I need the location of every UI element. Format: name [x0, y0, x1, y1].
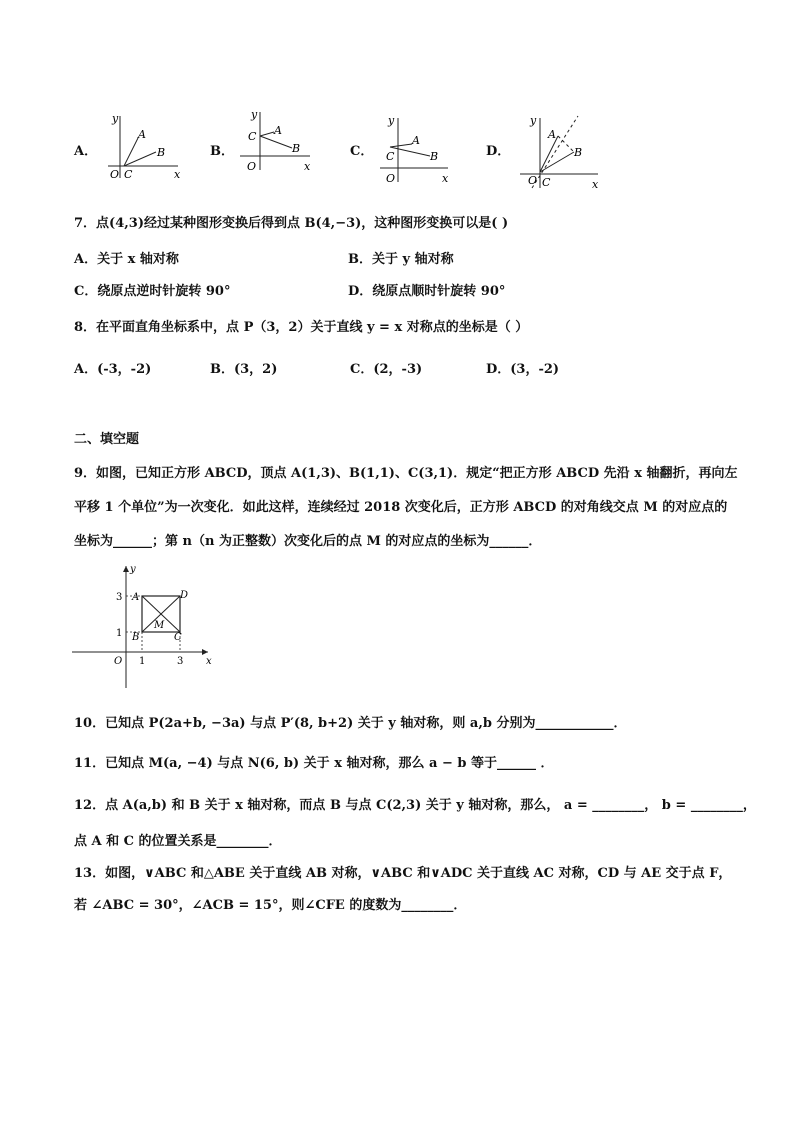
option-b-figure — [236, 106, 326, 180]
center-m-label: M — [154, 620, 165, 631]
question-9-line-2: 平移 1 个单位”为一次变化．如此这样，连续经过 2018 次变化后，正方形 ABCD 的对角线交点 M 的对应点的 — [74, 500, 728, 515]
x-tick-3: 3 — [177, 656, 184, 667]
point-a-label: A — [412, 134, 420, 147]
q8-option-a: A．(-3，-2) — [74, 362, 152, 377]
point-c-label: C — [124, 168, 133, 181]
question-9-line-3: 坐标为______；第 n（n 为正整数）次变化后的点 M 的对应点的坐标为______． — [74, 534, 542, 549]
point-a-label: A — [138, 128, 146, 141]
point-b-label: B — [574, 146, 583, 159]
question-7-stem: 7．点(4,3)经过某种图形变换后得到点 B(4,−3)，这种图形变换可以是( ) — [74, 216, 509, 231]
vertex-b-label: B — [132, 632, 140, 643]
q7-option-b: B．关于 y 轴对称 — [348, 252, 454, 267]
question-10-stem: 10．已知点 P(2a+b, −3a) 与点 P′(8, b+2) 关于 y 轴对称，则 a,b 分别为____________． — [74, 716, 627, 731]
point-c-label: C — [248, 130, 257, 143]
y-tick-3: 3 — [116, 592, 123, 603]
option-d-figure — [512, 110, 612, 190]
y-axis-label: y — [388, 114, 395, 127]
q7-option-a: A．关于 x 轴对称 — [74, 252, 179, 267]
q8-option-b: B．(3，2) — [210, 362, 278, 377]
x-axis-label: x — [304, 160, 311, 173]
origin-label: O — [528, 174, 538, 187]
point-a-label: A — [548, 128, 556, 141]
question-9-line-1: 9．如图，已知正方形 ABCD，顶点 A(1,3)、B(1,1)、C(3,1)．规定“把正方形 ABCD 先沿 x 轴翻折，再向左 — [74, 466, 738, 481]
point-c-label: C — [386, 150, 395, 163]
origin-label: O — [386, 172, 396, 185]
y-axis-label: y — [530, 114, 537, 127]
q8-option-c: C．(2，-3) — [350, 362, 423, 377]
point-a-label: A — [274, 124, 282, 137]
q8-option-d: D．(3，-2) — [486, 362, 560, 377]
x-axis-label: x — [174, 168, 181, 181]
x-axis-label: x — [442, 172, 449, 185]
origin-label: O — [110, 168, 120, 181]
point-b-label: B — [292, 142, 301, 155]
point-b-label: B — [430, 150, 439, 163]
question-11-stem: 11．已知点 M(a, −4) 与点 N(6, b) 关于 x 轴对称，那么 a − b 等于______ ． — [74, 756, 554, 771]
point-c-label: C — [542, 176, 551, 189]
x-axis-label: x — [592, 178, 599, 190]
point-b-label: B — [157, 146, 166, 159]
q9-square-figure — [68, 560, 218, 692]
question-12-line-1: 12．点 A(a,b) 和 B 关于 x 轴对称，而点 B 与点 C(2,3) 关于 y 轴对称，那么， a = ________， b = ________， — [74, 798, 756, 813]
option-c-figure — [374, 112, 464, 186]
origin-label: O — [247, 160, 257, 173]
question-12-line-2: 点 A 和 C 的位置关系是________． — [74, 834, 282, 849]
option-a-label: A． — [74, 144, 98, 159]
y-axis-label: y — [130, 564, 136, 575]
option-d-label: D． — [486, 144, 511, 159]
origin-label: O — [114, 656, 123, 667]
question-13-line-1: 13．如图，∨ABC 和△ABE 关于直线 AB 对称，∨ABC 和∨ADC 关于直线 AC 对称，CD 与 AE 交于点 F， — [74, 866, 732, 881]
q7-option-d: D．绕原点顺时针旋转 90° — [348, 284, 506, 299]
option-b-label: B． — [210, 144, 234, 159]
q7-option-c: C．绕原点逆时针旋转 90° — [74, 284, 231, 299]
vertex-a-label: A — [132, 592, 140, 603]
option-c-label: C． — [350, 144, 374, 159]
y-axis-label: y — [112, 112, 119, 125]
x-tick-1: 1 — [139, 656, 146, 667]
y-tick-1: 1 — [116, 628, 123, 639]
vertex-c-label: C — [174, 632, 182, 643]
x-axis-label: x — [206, 656, 212, 667]
question-13-line-2: 若 ∠ABC = 30°，∠ACB = 15°，则∠CFE 的度数为________． — [74, 898, 467, 913]
question-8-stem: 8．在平面直角坐标系中，点 P（3，2）关于直线 y = x 对称点的坐标是（ ） — [74, 320, 529, 335]
section-title: 二、填空题 — [74, 432, 140, 447]
y-axis-label: y — [251, 108, 258, 121]
vertex-d-label: D — [180, 590, 189, 601]
option-a-figure — [100, 108, 190, 182]
